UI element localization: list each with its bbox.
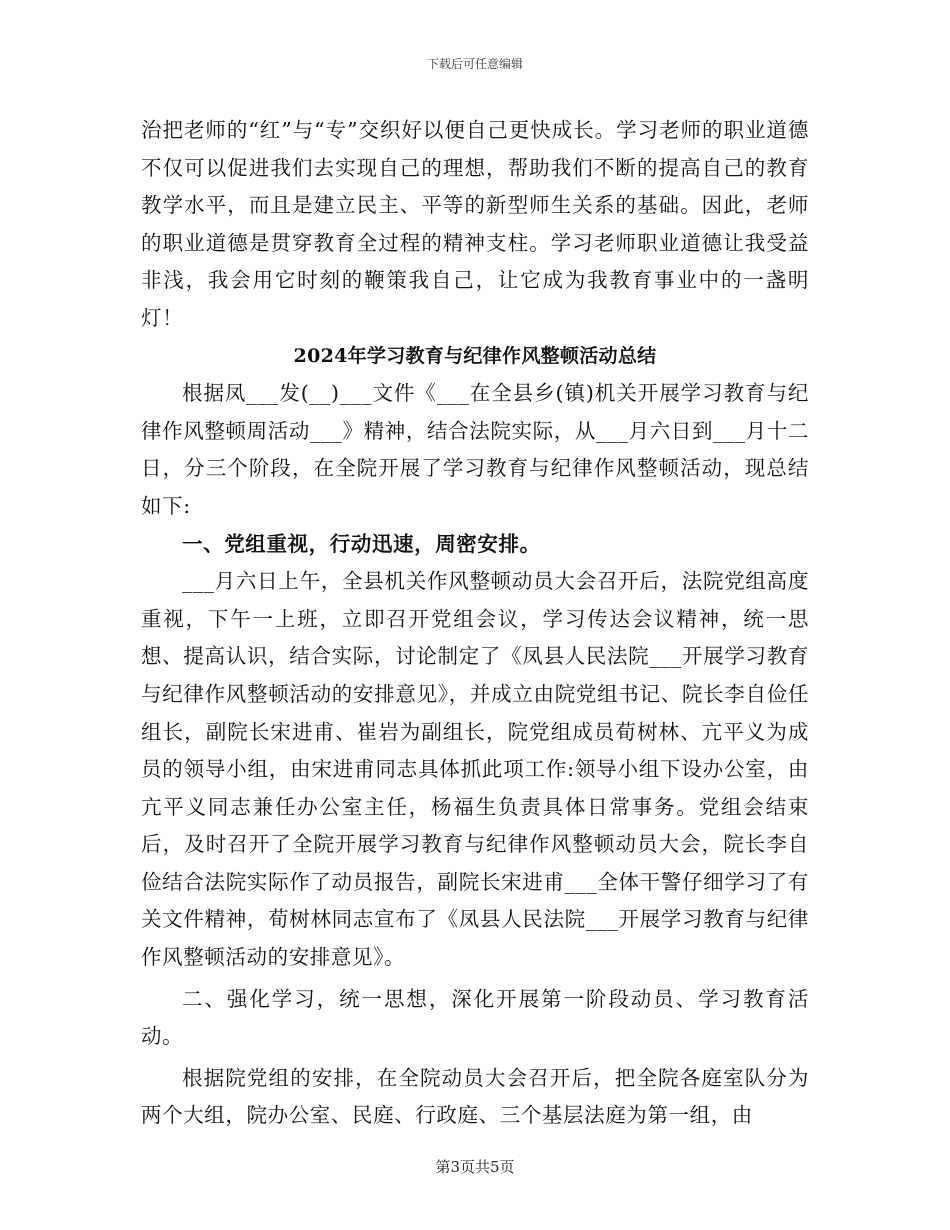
- paragraph-intro: 根据凤___发(__)___文件《___在全县乡(镇)机关开展学习教育与纪律作风整顿周活动___》精神，结合法院实际，从___月六日到___月十二日，分三个阶段，在全院开展了学习教育与纪律作风整顿活动，现总结如下:: [141, 381, 809, 518]
- paragraph-continuation: 治把老师的“红”与“专”交织好以便自己更快成长。学习老师的职业道德不仅可以促进我们去实现自己的理想，帮助我们不断的提高自己的教育教学水平，而且是建立民主、平等的新型师生关系的基础。因此，老师的职业道德是贯穿教育全过程的精神支柱。学习老师职业道德让我受益非浅，我会用它时刻的鞭策我自己，让它成为我教育事业中的一盏明灯！: [141, 118, 809, 330]
- document-body: [141, 112, 809, 1135]
- paragraph-section-2: 根据院党组的安排，在全院动员大会召开后，把全院各庭室队分为两个大组，院办公室、民庭、行政庭、三个基层法庭为第一组，由: [141, 1065, 809, 1128]
- section-heading-1: 一、党组重视，行动迅速，周密安排。: [182, 531, 541, 556]
- section-heading-2: 二、强化学习，统一思想，深化开展第一阶段动员、学习教育活动。: [141, 986, 809, 1049]
- page-header: 下载后可任意编辑: [426, 57, 523, 71]
- paragraph-section-1: ___月六日上午，全县机关作风整顿动员大会召开后，法院党组高度重视，下午一上班，立即召开党组会议，学习传达会议精神，统一思想、提高认识，结合实际，讨论制定了《凤县人民法院___开展学习教育与纪律作风整顿活动的安排意见》，并成立由院党组书记、院长李自俭任组长，副院长宋进甫、崔岩为副组长，院党组成员荀树林、亢平义为成员的领导小组，由宋进甫同志具体抓此项工作:领导小组下设办公室，由亢平义同志兼任办公室主任，杨福生负责具体日常事务。党组会结束后，及时召开了全院开展学习教育与纪律作风整顿动员大会，院长李自俭结合法院实际作了动员报告，副院长宋进甫___全体干警仔细学习了有关文件精神，荀树林同志宣布了《凤县人民法院___开展学习教育与纪律作风整顿活动的安排意见》。: [141, 569, 809, 970]
- page-number: 第3页共5页: [435, 1158, 515, 1176]
- document-title: 2024年学习教育与纪律作风整顿活动总结: [293, 344, 657, 367]
